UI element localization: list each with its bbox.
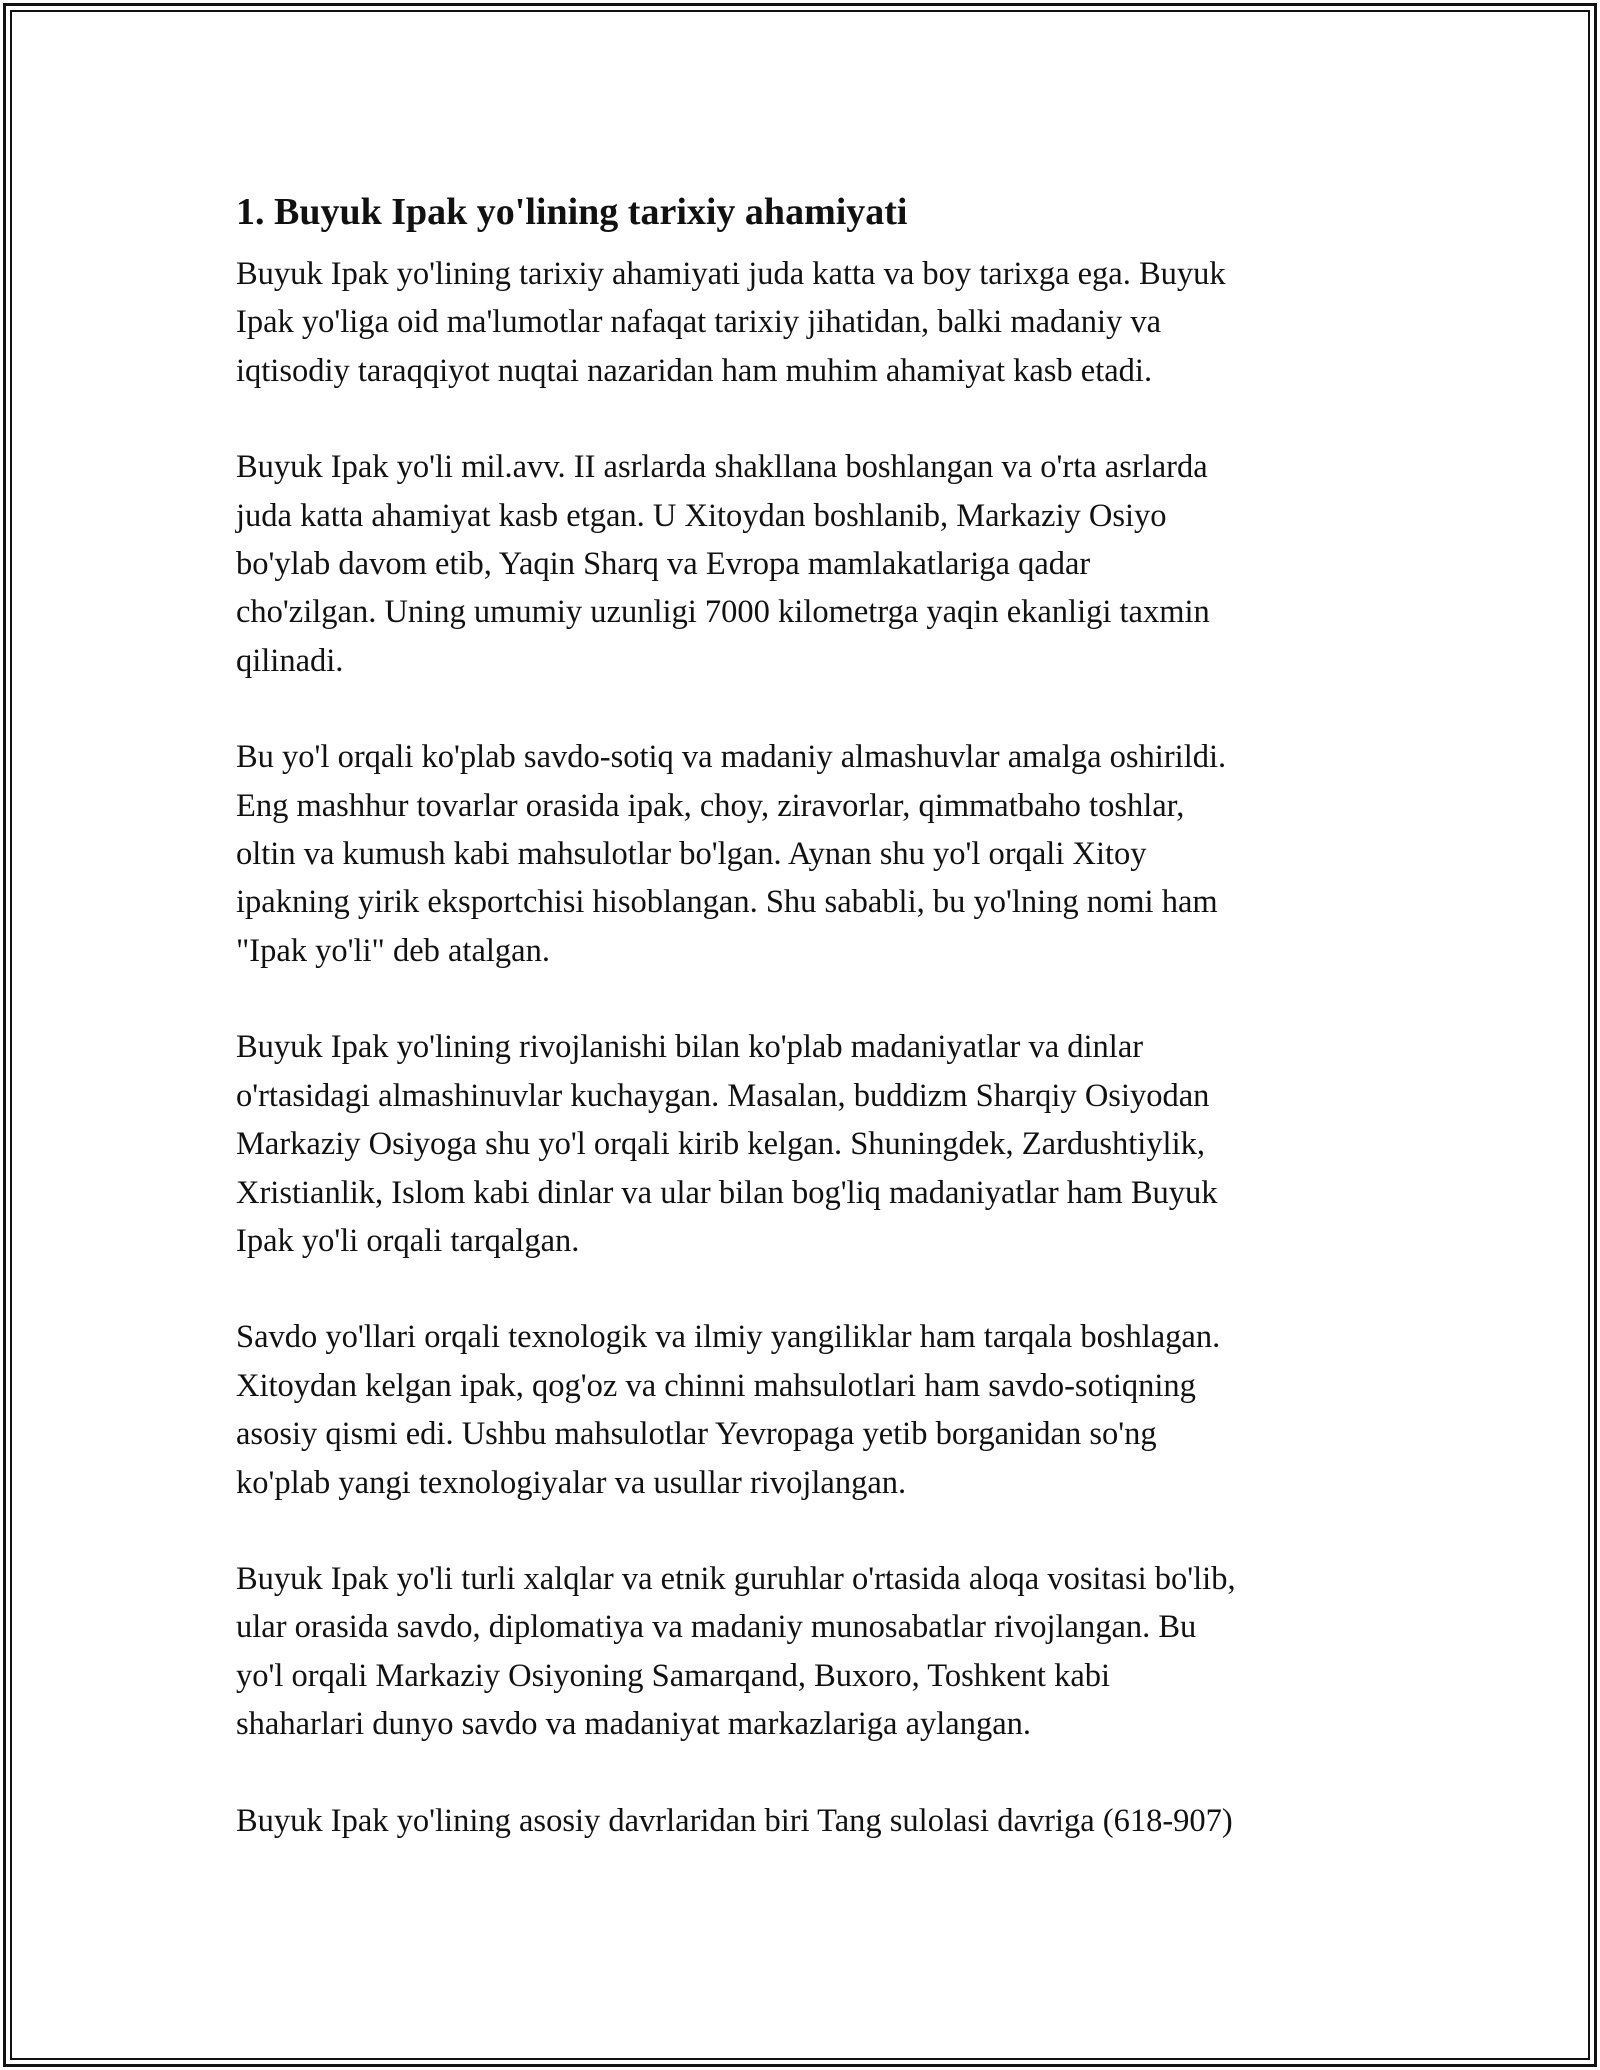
section-heading: 1. Buyuk Ipak yo'lining tarixiy ahamiyati [236,191,908,233]
paragraph-peoples: Buyuk Ipak yo'li turli xalqlar va etnik guruhlar o'rtasida aloqa vositasi bo'lib, ular orasida savdo, diplomatiya va madaniy munosabatlar rivojlangan. Bu yo'l orqali Markaziy Osiyoning Samarqand, Buxoro, Toshkent kabi shaharlari dunyo savdo va madaniyat markazlariga aylangan. [236,1560,1236,1743]
paragraph-tang-dynasty: Buyuk Ipak yo'lining asosiy davrlaridan biri Tang sulolasi davriga (618-907) [236,1802,1233,1839]
paragraph-religions: Buyuk Ipak yo'lining rivojlanishi bilan ko'plab madaniyatlar va dinlar o'rtasidagi almashinuvlar kuchaygan. Masalan, buddizm Sharqiy Osiyodan Markaziy Osiyoga shu yo'l orqali kirib kelgan. Shuningdek, Zardushtiylik, Xristianlik, Islom kabi dinlar va ular bilan bog'liq madaniyatlar ham Buyuk Ipak yo'li orqali tarqalgan. [236,1029,1218,1259]
document-body [236,184,1376,1893]
paragraph-technology: Savdo yo'llari orqali texnologik va ilmiy yangiliklar ham tarqala boshlagan. Xitoydan kelgan ipak, qog'oz va chinni mahsulotlari ham savdo-sotiqning asosiy qismi edi. Ushbu mahsulotlar Yevropaga yetib borganidan so'ng ko'plab yangi texnologiyalar va usullar rivojlangan. [236,1319,1221,1501]
paragraph-trade-goods: Bu yo'l orqali ko'plab savdo-sotiq va madaniy almashuvlar amalga oshirildi. Eng mashhur tovarlar orasida ipak, choy, ziravorlar, qimmatbaho toshlar, oltin va kumush kabi mahsulotlar bo'lgan. Aynan shu yo'l orqali Xitoy ipakning yirik eksportchisi hisoblangan. Shu sababli, bu yo'lning nomi ham "Ipak yo'li" deb atalgan. [236,739,1227,969]
paragraph-intro: Buyuk Ipak yo'lining tarixiy ahamiyati juda katta va boy tarixga ega. Buyuk Ipak yo'liga oid ma'lumotlar nafaqat tarixiy jihatidan, balki madaniy va iqtisodiy taraqqiyot nuqtai nazaridan ham muhim ahamiyat kasb etadi. [236,256,1226,389]
paragraph-origin: Buyuk Ipak yo'li mil.avv. II asrlarda shakllana boshlangan va o'rta asrlarda juda katta ahamiyat kasb etgan. U Xitoydan boshlanib, Markaziy Osiyo bo'ylab davom etib, Yaqin Sharq va Evropa mamlakatlariga qadar cho'zilgan. Uning umumiy uzunligi 7000 kilometrga yaqin ekanligi taxmin qilinadi. [236,449,1210,679]
